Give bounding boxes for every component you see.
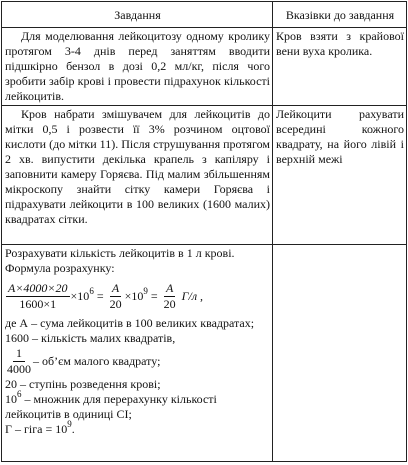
definition-giga — [5, 419, 270, 437]
definition-10-power — [5, 389, 270, 422]
definition-a: де А – сума лейкоцитів в 100 великих квадратах; — [5, 316, 255, 330]
fraction-denominator: 20 — [109, 296, 122, 311]
table-header-row — [2, 2, 407, 28]
task-cell-3 — [2, 245, 273, 462]
formula: $\frac{A\times 4000\times 20}{1600\times 1}$ ×10 6 = $\frac{A}{20}$ ×10 9 = $\frac{A}{20}$ Г/л , — [8, 280, 204, 311]
formula-label: Формула розрахунку: — [5, 261, 115, 275]
fraction-numerator: A — [165, 280, 174, 295]
multiplier: ×10 — [70, 288, 90, 303]
fraction-numerator: 1 — [13, 346, 25, 362]
exponent: 6 — [17, 389, 22, 399]
task-table — [1, 1, 407, 462]
exponent: 9 — [67, 419, 72, 429]
fraction-denominator: 20 — [163, 296, 176, 311]
header-task: Завдання — [2, 2, 273, 28]
task-cell-1: Для моделювання лейкоцитозу одному кролику протягом 3-4 днів перед заняттям вводити підшкірно бензол в дозі 0,2 мл/кг, після чого зробити забір крові і провести підрахунок кількості лейкоцитів. — [2, 28, 273, 106]
exponent: 9 — [143, 285, 148, 296]
calc-instruction: Розрахувати кількість лейкоцитів в 1 л крові. — [5, 246, 235, 260]
volume-fraction — [7, 346, 31, 377]
table-row — [2, 245, 407, 462]
table-row — [2, 106, 407, 245]
exponent: 6 — [89, 285, 94, 296]
giga-end: . — [71, 422, 75, 436]
hint-cell-2: Лейкоцити рахувати всередині кожного квадрату, на його лівій і верхній межі — [273, 106, 407, 245]
formula-unit: Г/л , — [181, 288, 204, 303]
hint-cell-3 — [273, 245, 407, 462]
fraction-numerator: A — [111, 280, 120, 295]
definition-20: 20 – ступінь розведення крові; — [5, 377, 161, 391]
header-hints: Вказівки до завдання — [273, 2, 407, 28]
fraction-denominator: 4000 — [7, 362, 31, 376]
task-cell-2: Кров набрати змішувачем для лейкоцитів до мітки 0,5 і розвести її 3% розчином оцтової кислоти (до мітки 11). Після струшування протягом 2 хв. випустити декілька крапель з капіляру і заповнити камеру Горяєва. Під малим збільшенням мікроскопу знайти сітку камери Горяєва і підрахувати лейкоцити в 100 великих (1600 малих) квадратах сітки. — [2, 106, 273, 245]
giga-text: Г – гіга = 10 — [5, 422, 68, 436]
hint-cell-1: Кров взяти з крайової вени вуха кролика. — [273, 28, 407, 106]
power-description: – множник для перерахунку кількості лейкоцитів в одиниці СІ; — [5, 392, 217, 421]
definition-1600: 1600 – кількість малих квадратів, — [5, 331, 176, 345]
fraction-numerator: A×4000×20 — [8, 280, 68, 295]
definition-volume — [5, 346, 270, 377]
fraction-denominator: 1600×1 — [19, 296, 57, 311]
formula-fraction-3 — [162, 281, 178, 312]
volume-description: – об’єм малого квадрату; — [33, 354, 161, 368]
power-base: 10 — [5, 392, 17, 406]
table-row — [2, 28, 407, 106]
formula-fraction-1 — [6, 281, 70, 312]
formula-fraction-2 — [108, 281, 124, 312]
multiplier: ×10 — [124, 288, 144, 303]
